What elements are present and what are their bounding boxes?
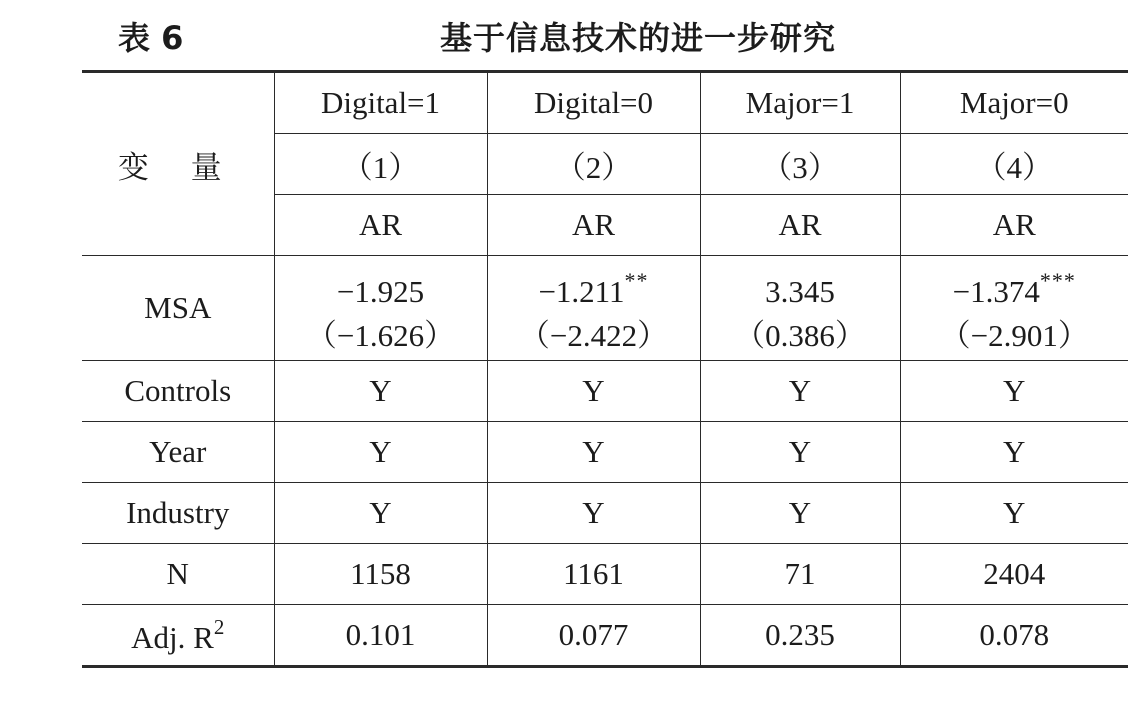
coefficient: −1.211	[538, 273, 625, 309]
table-cell: Y	[274, 361, 487, 422]
table-row-year	[82, 422, 1128, 483]
coefficient: −1.925	[336, 273, 425, 309]
dependent-variable: AR	[900, 195, 1128, 256]
table-row-industry	[82, 483, 1128, 544]
model-number: （1）	[274, 134, 487, 195]
model-number: （2）	[487, 134, 700, 195]
group-header: Digital=0	[487, 72, 700, 134]
table-caption	[118, 12, 1128, 64]
significance-stars: **	[624, 267, 649, 293]
table-row-msa	[82, 256, 1128, 361]
regression-table	[82, 70, 1128, 668]
table-cell: Y	[900, 422, 1128, 483]
model-number: （3）	[700, 134, 900, 195]
row-label: Year	[82, 422, 274, 483]
t-statistic: （−2.901）	[939, 317, 1089, 353]
group-header: Digital=1	[274, 72, 487, 134]
table-cell: 0.235	[700, 605, 900, 667]
coef-cell	[700, 256, 900, 361]
table-cell: 2404	[900, 544, 1128, 605]
table-cell: Y	[900, 483, 1128, 544]
table-cell: Y	[487, 483, 700, 544]
row-label: Industry	[82, 483, 274, 544]
coefficient: 3.345	[765, 273, 835, 309]
table-cell: Y	[487, 422, 700, 483]
row-label: MSA	[82, 256, 274, 361]
t-statistic: （0.386）	[734, 317, 866, 353]
group-header: Major=0	[900, 72, 1128, 134]
table-row-n	[82, 544, 1128, 605]
t-statistic: （−2.422）	[518, 317, 669, 353]
table-cell: Y	[700, 361, 900, 422]
coef-cell	[487, 256, 700, 361]
table-cell: 1158	[274, 544, 487, 605]
model-number: （4）	[900, 134, 1128, 195]
coef-line	[275, 259, 487, 314]
table-cell: Y	[274, 483, 487, 544]
table-number: 表 6	[118, 19, 184, 57]
table-cell: 71	[700, 544, 900, 605]
coef-line	[488, 259, 700, 314]
table-cell: 0.077	[487, 605, 700, 667]
dependent-variable: AR	[700, 195, 900, 256]
coefficient: −1.374	[952, 273, 1040, 309]
coef-cell	[900, 256, 1128, 361]
variable-header: 变 量	[82, 72, 274, 256]
row-label-cell	[82, 605, 274, 667]
table-cell: 1161	[487, 544, 700, 605]
dependent-variable: AR	[274, 195, 487, 256]
significance-stars: ***	[1039, 267, 1076, 293]
table-cell: 0.101	[274, 605, 487, 667]
superscript: 2	[213, 614, 225, 639]
table-cell: Y	[487, 361, 700, 422]
table-cell: Y	[700, 422, 900, 483]
table-cell: 0.078	[900, 605, 1128, 667]
group-header: Major=1	[700, 72, 900, 134]
dependent-variable: AR	[487, 195, 700, 256]
table-cell: Y	[274, 422, 487, 483]
table-row-controls	[82, 361, 1128, 422]
coef-line	[701, 259, 900, 314]
row-label: Adj. R	[131, 619, 214, 655]
header-row-groups	[82, 72, 1128, 134]
table-cell: Y	[700, 483, 900, 544]
table-title: 基于信息技术的进一步研究	[440, 19, 837, 57]
coef-line	[901, 259, 1129, 314]
table-row-adj-r2	[82, 605, 1128, 667]
row-label: Controls	[82, 361, 274, 422]
table-cell: Y	[900, 361, 1128, 422]
coef-cell	[274, 256, 487, 361]
row-label: N	[82, 544, 274, 605]
t-statistic: （−1.626）	[305, 317, 456, 353]
